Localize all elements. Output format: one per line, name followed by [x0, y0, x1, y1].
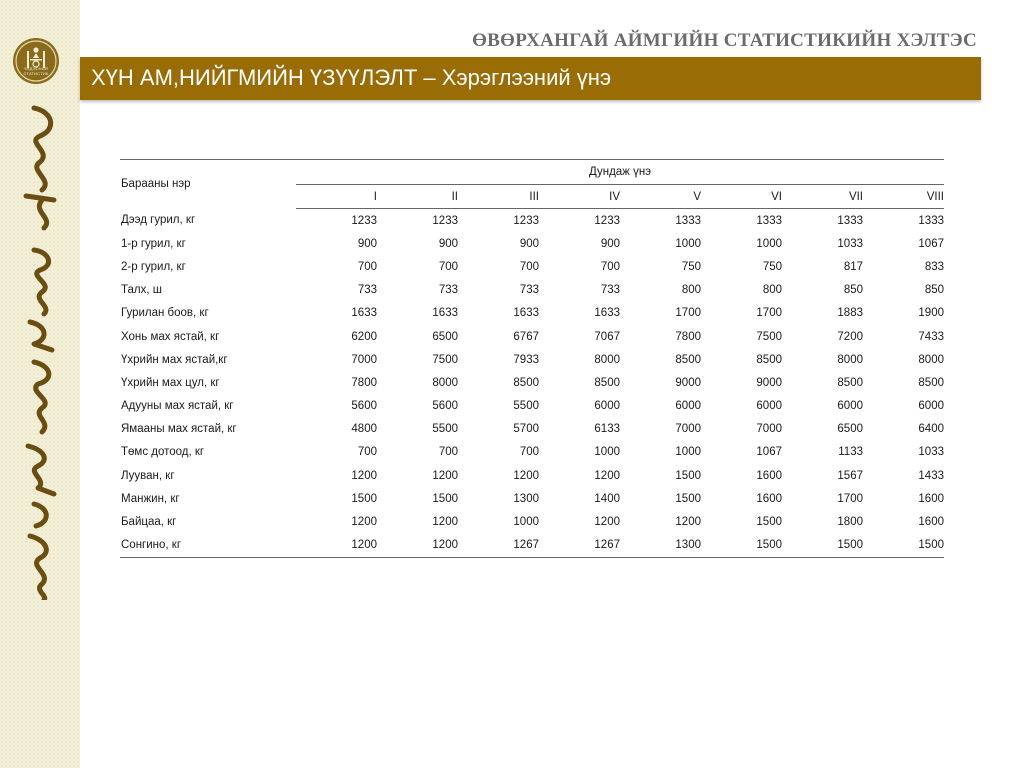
- table-row: [120, 302, 944, 325]
- product-name-cell: Төмс дотоод, кг: [121, 446, 205, 459]
- price-cell: 1500: [863, 534, 944, 558]
- mongolian-script-decoration-icon: [4, 100, 76, 600]
- price-cell: 1067: [918, 237, 944, 250]
- price-cell: 1033: [837, 237, 863, 250]
- table-row: [120, 487, 944, 510]
- page-title: ХҮН АМ,НИЙГМИЙН ҮЗҮҮЛЭЛТ – Хэрэглээний үнэ: [91, 65, 612, 90]
- price-cell: 7500: [756, 330, 782, 343]
- price-cell: 7000: [675, 423, 701, 436]
- price-cell: 1000: [675, 446, 701, 459]
- price-cell: 1633: [513, 307, 539, 320]
- price-cell: 1133: [838, 446, 863, 459]
- price-cell: 8000: [432, 376, 458, 389]
- price-cell: 1700: [837, 492, 863, 505]
- emblem-soyombo-icon: [13, 38, 59, 84]
- price-cell: 9000: [756, 376, 782, 389]
- column-header-month: I: [296, 185, 377, 209]
- price-cell: 1500: [782, 534, 863, 558]
- price-cell: 1600: [756, 469, 782, 482]
- price-cell: 1500: [675, 492, 701, 505]
- product-name-cell: Ямааны мах ястай, кг: [121, 423, 237, 436]
- product-name-cell: Адууны мах ястай, кг: [121, 400, 234, 413]
- price-table-body: [120, 209, 944, 558]
- table-row: [120, 441, 944, 464]
- price-cell: 8500: [837, 376, 863, 389]
- price-cell: 1300: [513, 492, 539, 505]
- product-name-cell: Лууван, кг: [121, 469, 175, 482]
- price-cell: 6000: [837, 400, 863, 413]
- statistics-emblem-icon: [13, 38, 59, 84]
- price-cell: 1200: [296, 534, 377, 558]
- price-cell: 1267: [539, 534, 620, 558]
- price-cell: 1000: [756, 237, 782, 250]
- price-cell: 733: [519, 284, 539, 297]
- price-cell: 1000: [594, 446, 620, 459]
- decorative-sidebar: [0, 0, 80, 768]
- product-name-cell: Манжин, кг: [121, 492, 180, 505]
- price-cell: 5600: [351, 400, 377, 413]
- price-cell: 833: [924, 260, 944, 273]
- price-cell: 1500: [432, 492, 458, 505]
- price-cell: 700: [357, 260, 377, 273]
- price-cell: 1333: [837, 214, 863, 227]
- price-cell: 1000: [513, 516, 539, 529]
- price-cell: 700: [519, 446, 539, 459]
- price-cell: 1500: [351, 492, 377, 505]
- price-cell: 7933: [513, 353, 539, 366]
- price-cell: 733: [600, 284, 620, 297]
- column-group-average-price: Дундаж үнэ: [296, 160, 944, 185]
- price-cell: 1200: [432, 516, 458, 529]
- price-cell: 6500: [432, 330, 458, 343]
- price-cell: 7500: [432, 353, 458, 366]
- price-cell: 5600: [432, 400, 458, 413]
- price-cell: 6000: [918, 400, 944, 413]
- column-header-month: V: [620, 185, 701, 209]
- price-cell: 7067: [594, 330, 620, 343]
- price-cell: 900: [600, 237, 620, 250]
- product-name-cell: Дээд гурил, кг: [121, 214, 196, 227]
- price-cell: 850: [843, 284, 863, 297]
- price-cell: 5700: [513, 423, 539, 436]
- price-cell: 7000: [756, 423, 782, 436]
- price-cell: 1200: [351, 516, 377, 529]
- price-cell: 750: [762, 260, 782, 273]
- agency-name: ӨВӨРХАНГАЙ АЙМГИЙН СТАТИСТИКИЙН ХЭЛТЭС: [472, 30, 977, 51]
- price-cell: 7433: [918, 330, 944, 343]
- price-cell: 1433: [918, 469, 944, 482]
- product-name-cell: Сонгино, кг: [120, 534, 296, 558]
- price-cell: 8500: [918, 376, 944, 389]
- price-cell: 1233: [594, 214, 620, 227]
- price-cell: 6500: [837, 423, 863, 436]
- price-cell: 7800: [675, 330, 701, 343]
- table-row: [120, 209, 944, 233]
- price-cell: 5500: [432, 423, 458, 436]
- price-cell: 1333: [918, 214, 944, 227]
- price-cell: 8000: [918, 353, 944, 366]
- price-cell: 4800: [351, 423, 377, 436]
- table-row: [120, 348, 944, 371]
- column-header-month: VII: [782, 185, 863, 209]
- price-cell: 6400: [918, 423, 944, 436]
- column-header-product: Барааны нэр: [120, 160, 296, 209]
- product-name-cell: Үхрийн мах ястай,кг: [121, 353, 228, 366]
- product-name-cell: Байцаа, кг: [121, 516, 177, 529]
- price-cell: 1600: [918, 516, 944, 529]
- emblem-caption: ҮНДЭСНИЙ СТАТИСТИК: [23, 66, 49, 76]
- price-cell: 1500: [675, 469, 701, 482]
- price-cell: 733: [438, 284, 458, 297]
- price-cell: 7800: [351, 376, 377, 389]
- price-cell: 1033: [918, 446, 944, 459]
- price-cell: 700: [438, 260, 458, 273]
- price-cell: 6000: [594, 400, 620, 413]
- price-cell: 1067: [756, 446, 782, 459]
- product-name-cell: 2-р гурил, кг: [121, 260, 186, 273]
- column-header-month: VI: [701, 185, 782, 209]
- title-bar: [80, 57, 981, 100]
- column-header-month: III: [458, 185, 539, 209]
- price-cell: 850: [924, 284, 944, 297]
- price-cell: 1200: [351, 469, 377, 482]
- price-cell: 1200: [594, 469, 620, 482]
- price-cell: 1900: [918, 307, 944, 320]
- price-cell: 817: [843, 260, 863, 273]
- price-cell: 1333: [675, 214, 701, 227]
- price-cell: 1600: [918, 492, 944, 505]
- price-cell: 700: [357, 446, 377, 459]
- product-name-cell: Үхрийн мах цул, кг: [121, 376, 220, 389]
- price-cell: 733: [357, 284, 377, 297]
- price-cell: 7200: [837, 330, 863, 343]
- price-cell: 1333: [756, 214, 782, 227]
- price-cell: 700: [438, 446, 458, 459]
- price-cell: 1700: [756, 307, 782, 320]
- table-row: [120, 232, 944, 255]
- price-cell: 1300: [620, 534, 701, 558]
- price-cell: 8000: [594, 353, 620, 366]
- price-cell: 1000: [675, 237, 701, 250]
- price-cell: 8500: [756, 353, 782, 366]
- column-header-month: II: [377, 185, 458, 209]
- price-cell: 900: [357, 237, 377, 250]
- price-cell: 1200: [594, 516, 620, 529]
- price-cell: 1400: [594, 492, 620, 505]
- price-cell: 8000: [837, 353, 863, 366]
- price-cell: 800: [762, 284, 782, 297]
- price-cell: 6200: [351, 330, 377, 343]
- table-row: [120, 279, 944, 302]
- table-row: [120, 255, 944, 278]
- price-cell: 900: [519, 237, 539, 250]
- price-cell: 1567: [837, 469, 863, 482]
- price-table: [120, 159, 944, 558]
- price-cell: 1700: [675, 307, 701, 320]
- product-name-cell: Гурилан боов, кг: [121, 307, 209, 320]
- price-cell: 1233: [432, 214, 458, 227]
- price-cell: 1200: [377, 534, 458, 558]
- column-header-month: IV: [539, 185, 620, 209]
- price-cell: 8500: [675, 353, 701, 366]
- price-cell: 1633: [594, 307, 620, 320]
- price-cell: 1800: [837, 516, 863, 529]
- price-cell: 1633: [351, 307, 377, 320]
- product-name-cell: Хонь мах ястай, кг: [121, 330, 220, 343]
- price-cell: 9000: [675, 376, 701, 389]
- table-row: [120, 464, 944, 487]
- price-cell: 900: [438, 237, 458, 250]
- table-row: [120, 395, 944, 418]
- price-cell: 1233: [513, 214, 539, 227]
- price-cell: 1500: [756, 516, 782, 529]
- price-cell: 700: [600, 260, 620, 273]
- table-row: [120, 418, 944, 441]
- price-cell: 1883: [837, 307, 863, 320]
- price-cell: 1600: [756, 492, 782, 505]
- price-cell: 1200: [513, 469, 539, 482]
- price-cell: 7000: [351, 353, 377, 366]
- price-cell: 750: [681, 260, 701, 273]
- price-cell: 5500: [513, 400, 539, 413]
- price-cell: 1633: [432, 307, 458, 320]
- price-cell: 1267: [458, 534, 539, 558]
- price-cell: 700: [519, 260, 539, 273]
- table-row: [120, 510, 944, 533]
- column-header-month: VIII: [863, 185, 944, 209]
- price-cell: 1233: [351, 214, 377, 227]
- table-row: [120, 325, 944, 348]
- product-name-cell: 1-р гурил, кг: [121, 237, 186, 250]
- price-cell: 8500: [594, 376, 620, 389]
- product-name-cell: Талх, ш: [121, 284, 162, 297]
- table-row: [120, 371, 944, 394]
- price-cell: 8500: [513, 376, 539, 389]
- price-cell: 6000: [756, 400, 782, 413]
- price-cell: 1200: [675, 516, 701, 529]
- price-cell: 6133: [594, 423, 620, 436]
- price-cell: 1200: [432, 469, 458, 482]
- price-cell: 800: [681, 284, 701, 297]
- price-cell: 6767: [513, 330, 539, 343]
- price-cell: 1500: [701, 534, 782, 558]
- table-row: [120, 534, 944, 558]
- price-cell: 6000: [675, 400, 701, 413]
